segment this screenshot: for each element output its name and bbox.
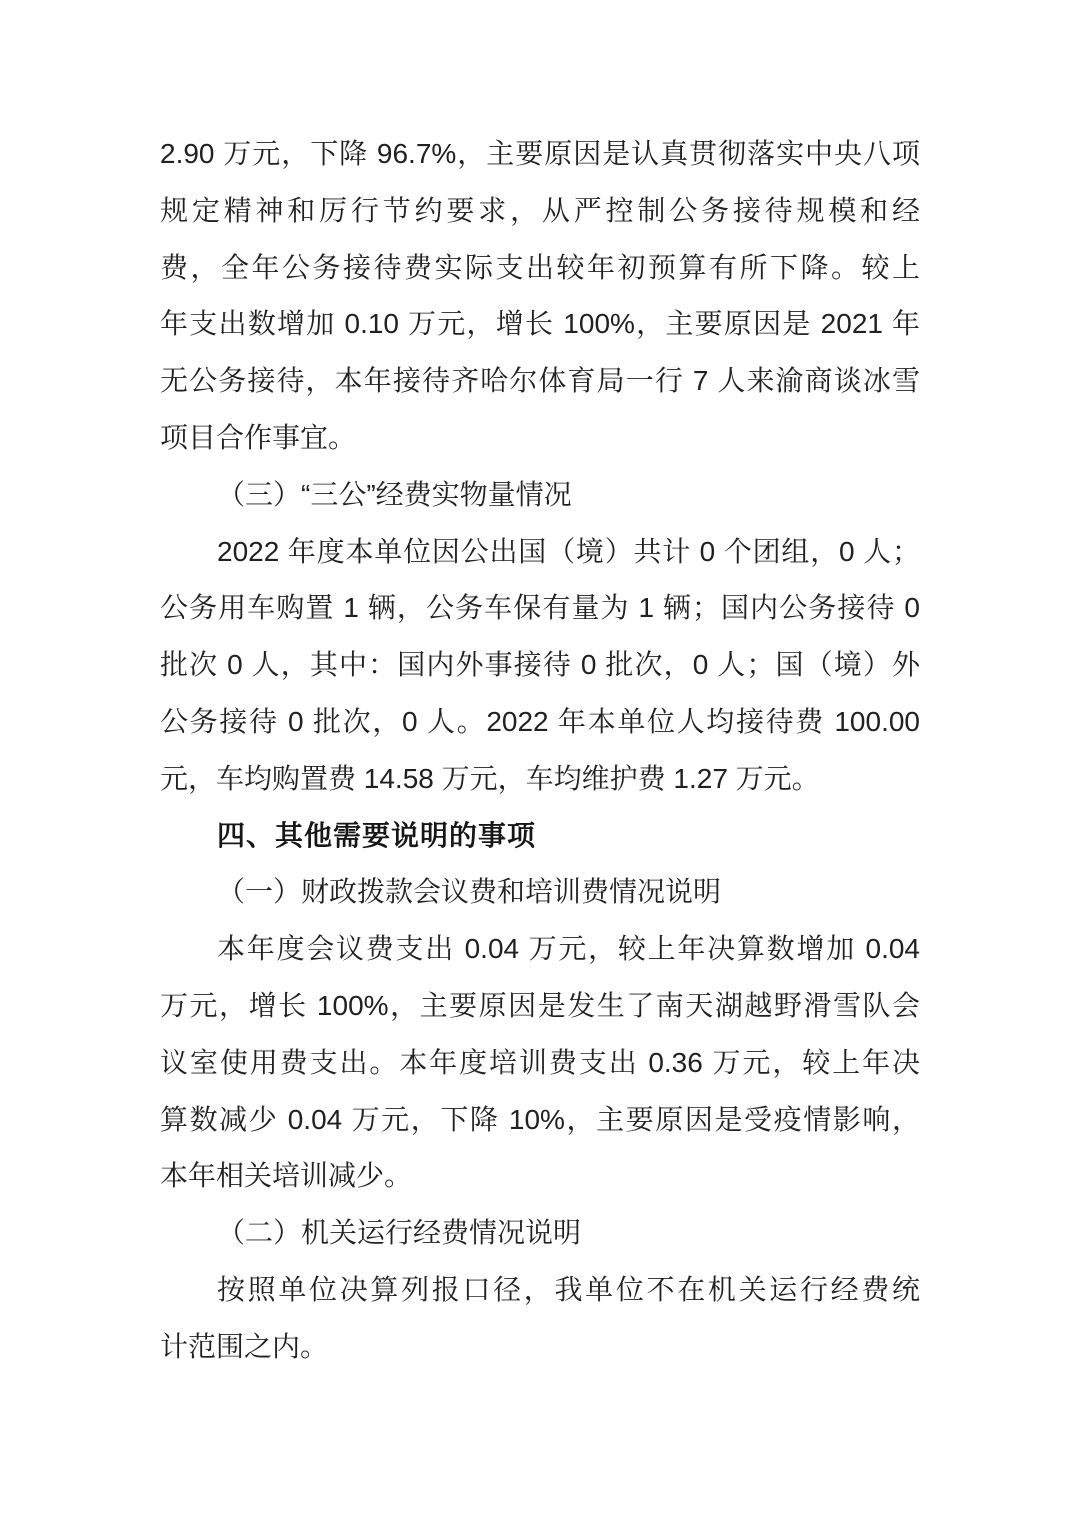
text-line: 公务用车购置 1 辆，公务车保有量为 1 辆；国内公务接待 0: [160, 592, 920, 624]
text-line: 计范围之内。: [160, 1330, 329, 1362]
text-line: 本年相关培训减少。: [160, 1160, 413, 1192]
heading-text: 四、其他需要说明的事项: [217, 819, 537, 851]
text-line: 批次 0 人，其中：国内外事接待 0 批次，0 人；国（境）外: [160, 649, 920, 681]
subheading-text: （三）“三公”经费实物量情况: [217, 478, 572, 510]
text-line: 万元，增长 100%，主要原因是发生了南天湖越野滑雪队会: [160, 989, 920, 1021]
paragraph-reception-expense: [160, 126, 920, 467]
text-line: 公务接待 0 批次，0 人。2022 年本单位人均接待费 100.00: [160, 705, 920, 737]
subheading-agency-operating-funds: [160, 1205, 920, 1262]
text-line: 算数减少 0.04 万元，下降 10%，主要原因是受疫情影响，: [160, 1103, 920, 1135]
text-line: 费，全年公务接待费实际支出较年初预算有所下降。较上: [160, 251, 920, 283]
text-line: 2022 年度本单位因公出国（境）共计 0 个团组，0 人；: [217, 535, 920, 567]
subheading-text: （一）财政拨款会议费和培训费情况说明: [217, 876, 722, 908]
text-line: 无公务接待，本年接待齐哈尔体育局一行 7 人来渝商谈冰雪: [160, 365, 920, 397]
paragraph-meeting-training-fees: [160, 921, 920, 1205]
text-line: 本年度会议费支出 0.04 万元，较上年决算数增加 0.04: [217, 933, 920, 965]
text-line: 元，车均购置费 14.58 万元，车均维护费 1.27 万元。: [160, 762, 820, 794]
subheading-text: （二）机关运行经费情况说明: [217, 1217, 582, 1249]
text-line: 按照单位决算列报口径，我单位不在机关运行经费统: [217, 1273, 920, 1305]
text-line: 议室使用费支出。本年度培训费支出 0.36 万元，较上年决: [160, 1046, 920, 1078]
subheading-meeting-training-fees: [160, 864, 920, 921]
text-line: 2.90 万元，下降 96.7%，主要原因是认真贯彻落实中央八项: [160, 138, 920, 169]
text-line: 规定精神和厉行节约要求，从严控制公务接待规模和经: [160, 194, 920, 226]
page-content: [160, 126, 920, 1376]
subheading-three-public-expense-quantities: [160, 467, 920, 524]
text-line: 项目合作事宜。: [160, 421, 357, 453]
heading-other-matters: [160, 808, 920, 865]
text-line: 年支出数增加 0.10 万元，增长 100%，主要原因是 2021 年: [160, 308, 920, 340]
paragraph-expense-quantities: [160, 524, 920, 808]
paragraph-agency-operating-funds: [160, 1262, 920, 1376]
